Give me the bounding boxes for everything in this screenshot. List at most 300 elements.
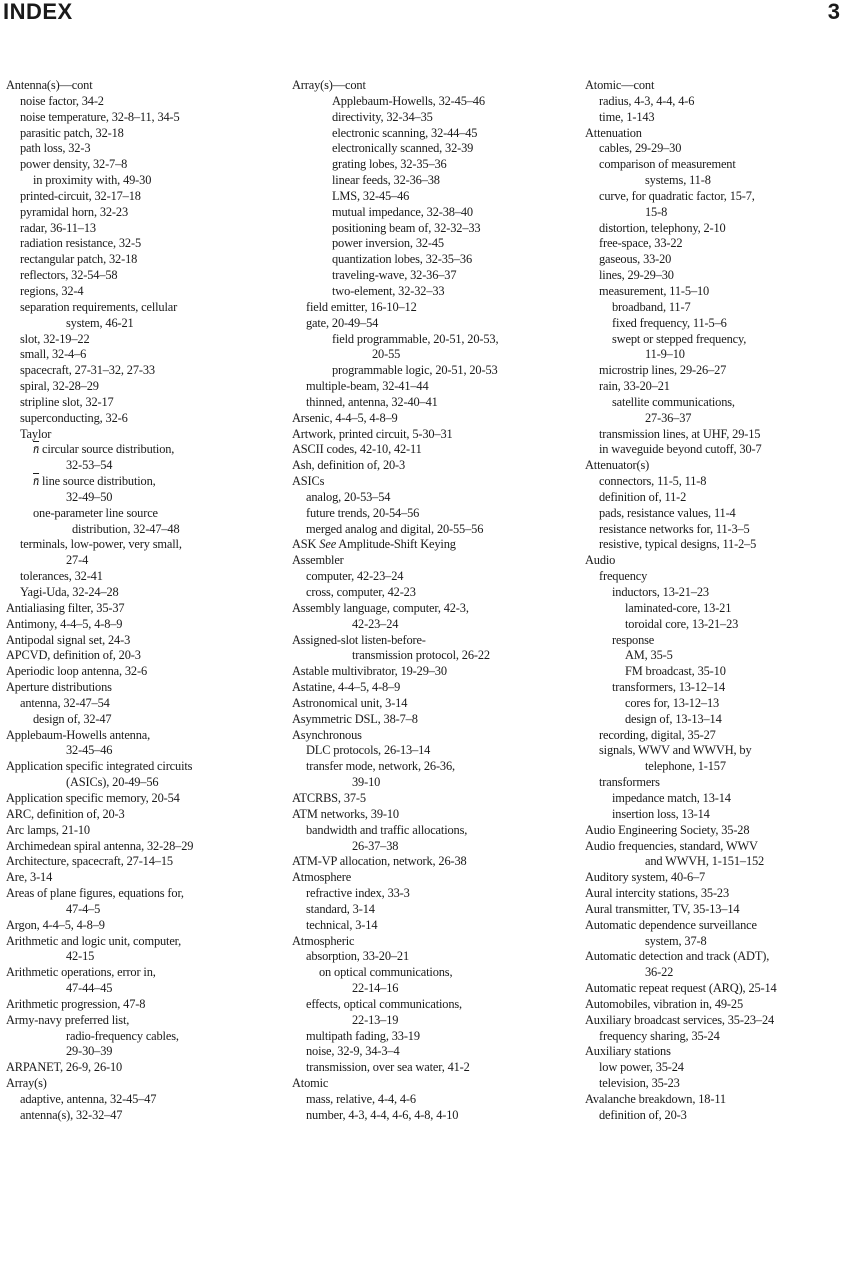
index-entry <box>292 490 577 506</box>
index-entry-text: resistive, typical designs, 11-2–5 <box>599 537 757 552</box>
index-entry <box>6 696 284 712</box>
index-entry-text: Antimony, 4-4–5, 4-8–9 <box>6 616 123 631</box>
index-entry-text: terminals, low-power, very small, <box>20 537 182 552</box>
index-entry-text: recording, digital, 35-27 <box>599 727 716 742</box>
index-entry-text: response <box>612 632 655 647</box>
index-entry-text: toroidal core, 13-21–23 <box>625 616 739 631</box>
index-entry <box>6 205 284 221</box>
index-entry-text: microstrip lines, 29-26–27 <box>599 363 727 378</box>
index-entry <box>6 221 284 237</box>
index-entry-text: computer, 42-23–24 <box>306 569 404 584</box>
index-entry-text: gaseous, 33-20 <box>599 252 672 267</box>
index-entry <box>585 965 847 981</box>
index-entry-text: radio-frequency cables, <box>66 1028 179 1043</box>
index-entry-text: Audio <box>585 553 616 568</box>
index-entry <box>6 474 284 490</box>
index-entry-text: FM broadcast, 35-10 <box>625 664 726 679</box>
index-entry <box>6 537 284 553</box>
index-entry <box>6 633 284 649</box>
index-entry <box>292 854 577 870</box>
index-entry-text: signals, WWV and WWVH, by <box>599 743 752 758</box>
index-entry <box>585 854 847 870</box>
index-entry-text: transformers <box>599 775 660 790</box>
index-entry-text: design of, 13-13–14 <box>625 711 722 726</box>
index-entry-text: television, 35-23 <box>599 1076 680 1091</box>
index-entry <box>292 553 577 569</box>
index-entry-text: programmable logic, 20-51, 20-53 <box>332 363 498 378</box>
index-entry <box>585 569 847 585</box>
index-entry <box>6 141 284 157</box>
index-entry-text: low power, 35-24 <box>599 1060 684 1075</box>
index-entry-text: ASICs <box>292 474 325 489</box>
index-entry <box>292 886 577 902</box>
index-entry <box>292 78 577 94</box>
index-entry-text: ARC, definition of, 20-3 <box>6 806 125 821</box>
index-entry-text: in waveguide beyond cutoff, 30-7 <box>599 442 762 457</box>
index-entry-text: small, 32-4–6 <box>20 347 87 362</box>
index-entry-text: parasitic patch, 32-18 <box>20 125 124 140</box>
index-entry <box>292 141 577 157</box>
index-entry-text: curve, for quadratic factor, 15-7, <box>599 188 755 203</box>
index-entry-text: transformers, 13-12–14 <box>612 680 726 695</box>
index-entry-text: stripline slot, 32-17 <box>20 394 114 409</box>
index-entry <box>292 775 577 791</box>
index-entry <box>292 458 577 474</box>
index-entry-text: radius, 4-3, 4-4, 4-6 <box>599 93 695 108</box>
index-entry-text: radiation resistance, 32-5 <box>20 236 141 251</box>
index-entry <box>292 569 577 585</box>
index-entry <box>6 648 284 664</box>
index-entry-text: Argon, 4-4–5, 4-8–9 <box>6 917 105 932</box>
index-entry-text: regions, 32-4 <box>20 283 84 298</box>
index-entry <box>6 617 284 633</box>
index-entry <box>585 110 847 126</box>
index-entry-text: ATCRBS, 37-5 <box>292 790 366 805</box>
index-entry-text: Atomic—cont <box>585 78 655 92</box>
index-entry <box>585 332 847 348</box>
index-entry <box>292 743 577 759</box>
index-entry-text: inductors, 13-21–23 <box>612 585 709 599</box>
index-entry <box>6 110 284 126</box>
see-reference-label: See <box>319 537 337 552</box>
index-entry <box>6 458 284 474</box>
index-entry <box>292 839 577 855</box>
index-entry-text: Astatine, 4-4–5, 4-8–9 <box>292 680 401 695</box>
index-entry-text: Array(s) <box>6 1076 47 1091</box>
index-entry <box>585 506 847 522</box>
index-entry-text: 27-36–37 <box>645 410 692 425</box>
index-entry <box>585 839 847 855</box>
index-entry-text: time, 1-143 <box>599 109 655 124</box>
index-entry <box>292 664 577 680</box>
index-entry-text: Atmosphere <box>292 870 352 885</box>
index-entry <box>6 363 284 379</box>
index-entry <box>292 411 577 427</box>
index-entry-text: 11-9–10 <box>645 347 685 362</box>
index-entry <box>585 141 847 157</box>
index-entry-text: in proximity with, 49-30 <box>33 173 152 188</box>
index-entry <box>292 395 577 411</box>
index-entry <box>6 300 284 316</box>
index-entry-text: quantization lobes, 32-35–36 <box>332 252 472 267</box>
index-entry <box>292 1092 577 1108</box>
index-entry <box>6 268 284 284</box>
index-entry <box>585 886 847 902</box>
index-entry-text: Areas of plane figures, equations for, <box>6 886 184 901</box>
index-entry-text: pads, resistance values, 11-4 <box>599 505 736 520</box>
index-entry <box>292 221 577 237</box>
index-entry-text: Ash, definition of, 20-3 <box>292 458 406 473</box>
index-entry-text: Attenuator(s) <box>585 458 650 473</box>
index-entry-text: future trends, 20-54–56 <box>306 505 420 520</box>
index-entry <box>6 1092 284 1108</box>
index-entry <box>292 949 577 965</box>
index-entry <box>585 490 847 506</box>
index-entry <box>292 427 577 443</box>
index-entry-text: two-element, 32-32–33 <box>332 283 445 298</box>
index-entry-text: Are, 3-14 <box>6 870 53 885</box>
index-entry <box>6 442 284 458</box>
index-entry-text: system, 46-21 <box>66 315 134 330</box>
index-entry <box>292 601 577 617</box>
index-entry <box>292 94 577 110</box>
index-entry <box>292 189 577 205</box>
index-entry <box>292 712 577 728</box>
index-entry <box>585 442 847 458</box>
index-entry-text: traveling-wave, 32-36–37 <box>332 268 457 283</box>
index-entry-text: telephone, 1-157 <box>645 759 726 774</box>
index-entry-text: rectangular patch, 32-18 <box>20 252 138 267</box>
index-entry <box>6 316 284 332</box>
index-entry <box>585 284 847 300</box>
index-entry-text: analog, 20-53–54 <box>306 489 391 504</box>
index-entry-text: Auxiliary stations <box>585 1044 671 1059</box>
index-entry <box>292 791 577 807</box>
index-entry-text: field emitter, 16-10–12 <box>306 299 417 314</box>
index-entry <box>6 965 284 981</box>
index-entry-text: reflectors, 32-54–58 <box>20 268 118 283</box>
index-entry-text: on optical communications, <box>319 965 453 980</box>
index-entry-text: line source distribution, <box>39 474 156 489</box>
index-entry <box>292 934 577 950</box>
index-entry <box>292 537 577 553</box>
index-entry-text: Antipodal signal set, 24-3 <box>6 632 131 647</box>
index-entry <box>585 458 847 474</box>
index-entry-text: comparison of measurement <box>599 157 736 172</box>
index-entry-text: number, 4-3, 4-4, 4-6, 4-8, 4-10 <box>306 1107 459 1122</box>
index-entry <box>292 173 577 189</box>
index-entry-text: frequency <box>599 569 648 584</box>
index-entry-text: Arithmetic progression, 47-8 <box>6 996 146 1011</box>
index-entry <box>6 569 284 585</box>
index-entry-text: Atomic <box>292 1076 329 1091</box>
index-entry <box>585 981 847 997</box>
index-entry-text: rain, 33-20–21 <box>599 379 670 394</box>
index-entry-text: connectors, 11-5, 11-8 <box>599 474 707 489</box>
index-entry-text: technical, 3-14 <box>306 917 378 932</box>
index-entry-text: Asymmetric DSL, 38-7–8 <box>292 711 418 726</box>
index-entry-text: Audio Engineering Society, 35-28 <box>585 822 750 837</box>
index-entry <box>585 363 847 379</box>
index-entry-text: spacecraft, 27-31–32, 27-33 <box>20 363 155 378</box>
index-entry-text: 32-49–50 <box>66 489 113 504</box>
index-entry <box>292 205 577 221</box>
index-entry <box>585 728 847 744</box>
index-entry-text: Aural transmitter, TV, 35-13–14 <box>585 901 740 916</box>
index-entry <box>585 205 847 221</box>
index-entry <box>6 284 284 300</box>
index-entry <box>585 902 847 918</box>
index-entry <box>6 712 284 728</box>
index-entry-text: satellite communications, <box>612 394 735 409</box>
index-entry <box>6 854 284 870</box>
index-entry-text: standard, 3-14 <box>306 901 375 916</box>
index-entry <box>6 934 284 950</box>
index-entry-text: Artwork, printed circuit, 5-30–31 <box>292 426 453 441</box>
index-entry <box>6 918 284 934</box>
index-entry-text: distortion, telephony, 2-10 <box>599 220 726 235</box>
index-entry <box>292 442 577 458</box>
index-entry-text: radar, 36-11–13 <box>20 220 96 235</box>
index-entry-text: noise, 32-9, 34-3–4 <box>306 1044 400 1059</box>
index-entry-text: printed-circuit, 32-17–18 <box>20 188 141 203</box>
index-entry-text: transmission lines, at UHF, 29-15 <box>599 426 761 441</box>
index-entry-text: pyramidal horn, 32-23 <box>20 204 128 219</box>
index-entry-text: absorption, 33-20–21 <box>306 949 409 964</box>
index-entry-text: insertion loss, 13-14 <box>612 806 710 821</box>
index-entry <box>585 1108 847 1124</box>
index-entry-text: 32-53–54 <box>66 458 113 473</box>
see-reference-target: Amplitude-Shift Keying <box>336 537 456 552</box>
index-entry <box>292 157 577 173</box>
index-entry-text: Auxiliary broadcast services, 35-23–24 <box>585 1012 775 1027</box>
index-entry <box>292 902 577 918</box>
index-entry <box>6 126 284 142</box>
index-entry <box>585 252 847 268</box>
index-entry-text: multiple-beam, 32-41–44 <box>306 379 429 394</box>
index-entry-text: and WWVH, 1-151–152 <box>645 854 765 869</box>
index-entry <box>585 1013 847 1029</box>
index-entry <box>292 347 577 363</box>
index-entry-text: Arsenic, 4-4–5, 4-8–9 <box>292 410 398 425</box>
n-bar-symbol: n̄ <box>33 474 40 489</box>
index-entry <box>585 664 847 680</box>
index-entry <box>585 743 847 759</box>
index-entry-text: design of, 32-47 <box>33 711 112 726</box>
index-entry-text: ASK <box>292 537 320 552</box>
index-entry-text: Application specific integrated circuits <box>6 759 193 774</box>
index-entry <box>292 965 577 981</box>
index-entry <box>585 411 847 427</box>
index-entry <box>585 1092 847 1108</box>
page-number: 3 <box>827 0 840 24</box>
index-entry <box>585 759 847 775</box>
index-entry <box>6 427 284 443</box>
index-entry <box>292 633 577 649</box>
index-entry <box>6 94 284 110</box>
index-entry-text: definition of, 20-3 <box>599 1107 687 1122</box>
index-entry <box>6 236 284 252</box>
index-entry-text: broadband, 11-7 <box>612 299 691 314</box>
index-entry-text: transmission protocol, 26-22 <box>352 648 490 663</box>
index-entry-text: merged analog and digital, 20-55–56 <box>306 521 484 536</box>
index-entry-text: distribution, 32-47–48 <box>72 521 180 536</box>
index-entry-text: LMS, 32-45–46 <box>332 188 410 203</box>
index-entry <box>585 94 847 110</box>
index-entry <box>6 157 284 173</box>
index-entry <box>585 601 847 617</box>
index-entry <box>585 347 847 363</box>
index-entry <box>292 252 577 268</box>
index-entry <box>292 474 577 490</box>
index-entry <box>6 981 284 997</box>
index-entry-text: field programmable, 20-51, 20-53, <box>332 331 499 346</box>
index-entry <box>6 252 284 268</box>
index-entry <box>6 902 284 918</box>
index-entry <box>585 696 847 712</box>
index-entry-text: positioning beam of, 32-32–33 <box>332 220 481 235</box>
page-header <box>0 0 847 28</box>
index-entry-text: mutual impedance, 32-38–40 <box>332 204 473 219</box>
index-entry-text: Arithmetic operations, error in, <box>6 965 156 980</box>
index-entry-text: Applebaum-Howells, 32-45–46 <box>332 93 485 108</box>
index-entry <box>585 807 847 823</box>
index-entry <box>292 268 577 284</box>
index-entry <box>6 379 284 395</box>
index-entry <box>6 664 284 680</box>
index-entry <box>585 379 847 395</box>
index-entry <box>585 1076 847 1092</box>
index-entry-text: refractive index, 33-3 <box>306 886 410 901</box>
index-entry <box>585 1044 847 1060</box>
index-entry <box>292 126 577 142</box>
index-entry-text: noise factor, 34-2 <box>20 93 104 108</box>
index-entry-text: 39-10 <box>352 775 381 790</box>
index-entry <box>292 284 577 300</box>
index-entry <box>585 918 847 934</box>
index-entry <box>585 537 847 553</box>
index-entry <box>6 411 284 427</box>
index-entry-text: AM, 35-5 <box>625 648 673 663</box>
index-entry <box>6 347 284 363</box>
index-entry-text: laminated-core, 13-21 <box>625 600 732 615</box>
index-entry-text: antenna(s), 32-32–47 <box>20 1107 123 1122</box>
index-entry <box>6 1029 284 1045</box>
index-entry <box>6 522 284 538</box>
index-entry <box>6 1076 284 1092</box>
index-entry-text: measurement, 11-5–10 <box>599 283 710 298</box>
index-entry <box>585 126 847 142</box>
index-entry-text: Applebaum-Howells antenna, <box>6 727 151 742</box>
index-entry-text: adaptive, antenna, 32-45–47 <box>20 1092 157 1106</box>
index-entry <box>292 1044 577 1060</box>
index-entry-text: Auditory system, 40-6–7 <box>585 870 706 885</box>
index-entry-text: bandwidth and traffic allocations, <box>306 822 468 837</box>
index-entry-text: antenna, 32-47–54 <box>20 695 110 710</box>
index-column-1 <box>6 78 284 1124</box>
index-entry <box>292 236 577 252</box>
index-entry <box>292 300 577 316</box>
index-entry-text: lines, 29-29–30 <box>599 268 674 283</box>
index-entry-text: cables, 29-29–30 <box>599 141 682 156</box>
index-entry-text: frequency sharing, 35-24 <box>599 1028 720 1043</box>
index-entry-text: 22-14–16 <box>352 981 399 996</box>
index-entry-text: 36-22 <box>645 965 674 980</box>
index-entry <box>585 617 847 633</box>
index-entry <box>292 363 577 379</box>
index-entry-text: system, 37-8 <box>645 933 707 948</box>
index-entry <box>585 633 847 649</box>
index-entry <box>585 775 847 791</box>
index-entry-text: DLC protocols, 26-13–14 <box>306 743 431 758</box>
index-entry <box>585 300 847 316</box>
index-entry <box>292 759 577 775</box>
index-entry-text: linear feeds, 32-36–38 <box>332 173 440 188</box>
index-entry-text: 42-23–24 <box>352 616 399 631</box>
index-entry <box>6 1108 284 1124</box>
index-entry <box>292 1060 577 1076</box>
index-entry <box>292 332 577 348</box>
index-entry <box>292 997 577 1013</box>
index-entry <box>585 474 847 490</box>
index-entry-text: (ASICs), 20-49–56 <box>66 775 159 790</box>
index-entry <box>585 648 847 664</box>
index-entry <box>585 680 847 696</box>
index-entry-text: mass, relative, 4-4, 4-6 <box>306 1092 416 1106</box>
index-entry <box>6 759 284 775</box>
index-entry-text: Astable multivibrator, 19-29–30 <box>292 664 447 679</box>
index-entry <box>585 78 847 94</box>
index-entry-text: Arc lamps, 21-10 <box>6 822 90 837</box>
index-entry-text: systems, 11-8 <box>645 173 711 188</box>
index-entry <box>6 1044 284 1060</box>
index-entry <box>292 823 577 839</box>
index-entry-text: ARPANET, 26-9, 26-10 <box>6 1060 123 1075</box>
index-entry <box>585 316 847 332</box>
index-entry-text: 42-15 <box>66 949 95 964</box>
index-entry-text: 32-45–46 <box>66 743 113 758</box>
index-entry-text: Army-navy preferred list, <box>6 1012 130 1027</box>
index-entry-text: Taylor <box>20 426 52 441</box>
index-entry <box>6 743 284 759</box>
index-entry <box>6 839 284 855</box>
index-entry <box>6 490 284 506</box>
index-entry-text: spiral, 32-28–29 <box>20 379 99 394</box>
index-entry <box>6 775 284 791</box>
index-entry <box>585 221 847 237</box>
index-entry <box>292 316 577 332</box>
index-entry-text: Application specific memory, 20-54 <box>6 790 180 805</box>
index-entry <box>6 728 284 744</box>
index-entry <box>292 585 577 601</box>
page-title: INDEX <box>3 0 73 24</box>
index-entry-text: gate, 20-49–54 <box>306 315 379 330</box>
index-entry <box>585 522 847 538</box>
index-entry-text: Attenuation <box>585 125 642 140</box>
n-bar-symbol: n̄ <box>33 442 40 457</box>
index-entry-text: thinned, antenna, 32-40–41 <box>306 394 438 409</box>
index-entry-text: cores for, 13-12–13 <box>625 695 720 710</box>
index-entry-text: electronically scanned, 32-39 <box>332 141 474 156</box>
index-entry-text: superconducting, 32-6 <box>20 410 128 425</box>
index-entry <box>6 886 284 902</box>
index-entry <box>585 870 847 886</box>
index-entry <box>6 807 284 823</box>
index-entry-text: Archimedean spiral antenna, 32-28–29 <box>6 838 194 853</box>
index-entry <box>292 506 577 522</box>
index-entry-text: ASCII codes, 42-10, 42-11 <box>292 442 422 457</box>
index-entry <box>292 1108 577 1124</box>
